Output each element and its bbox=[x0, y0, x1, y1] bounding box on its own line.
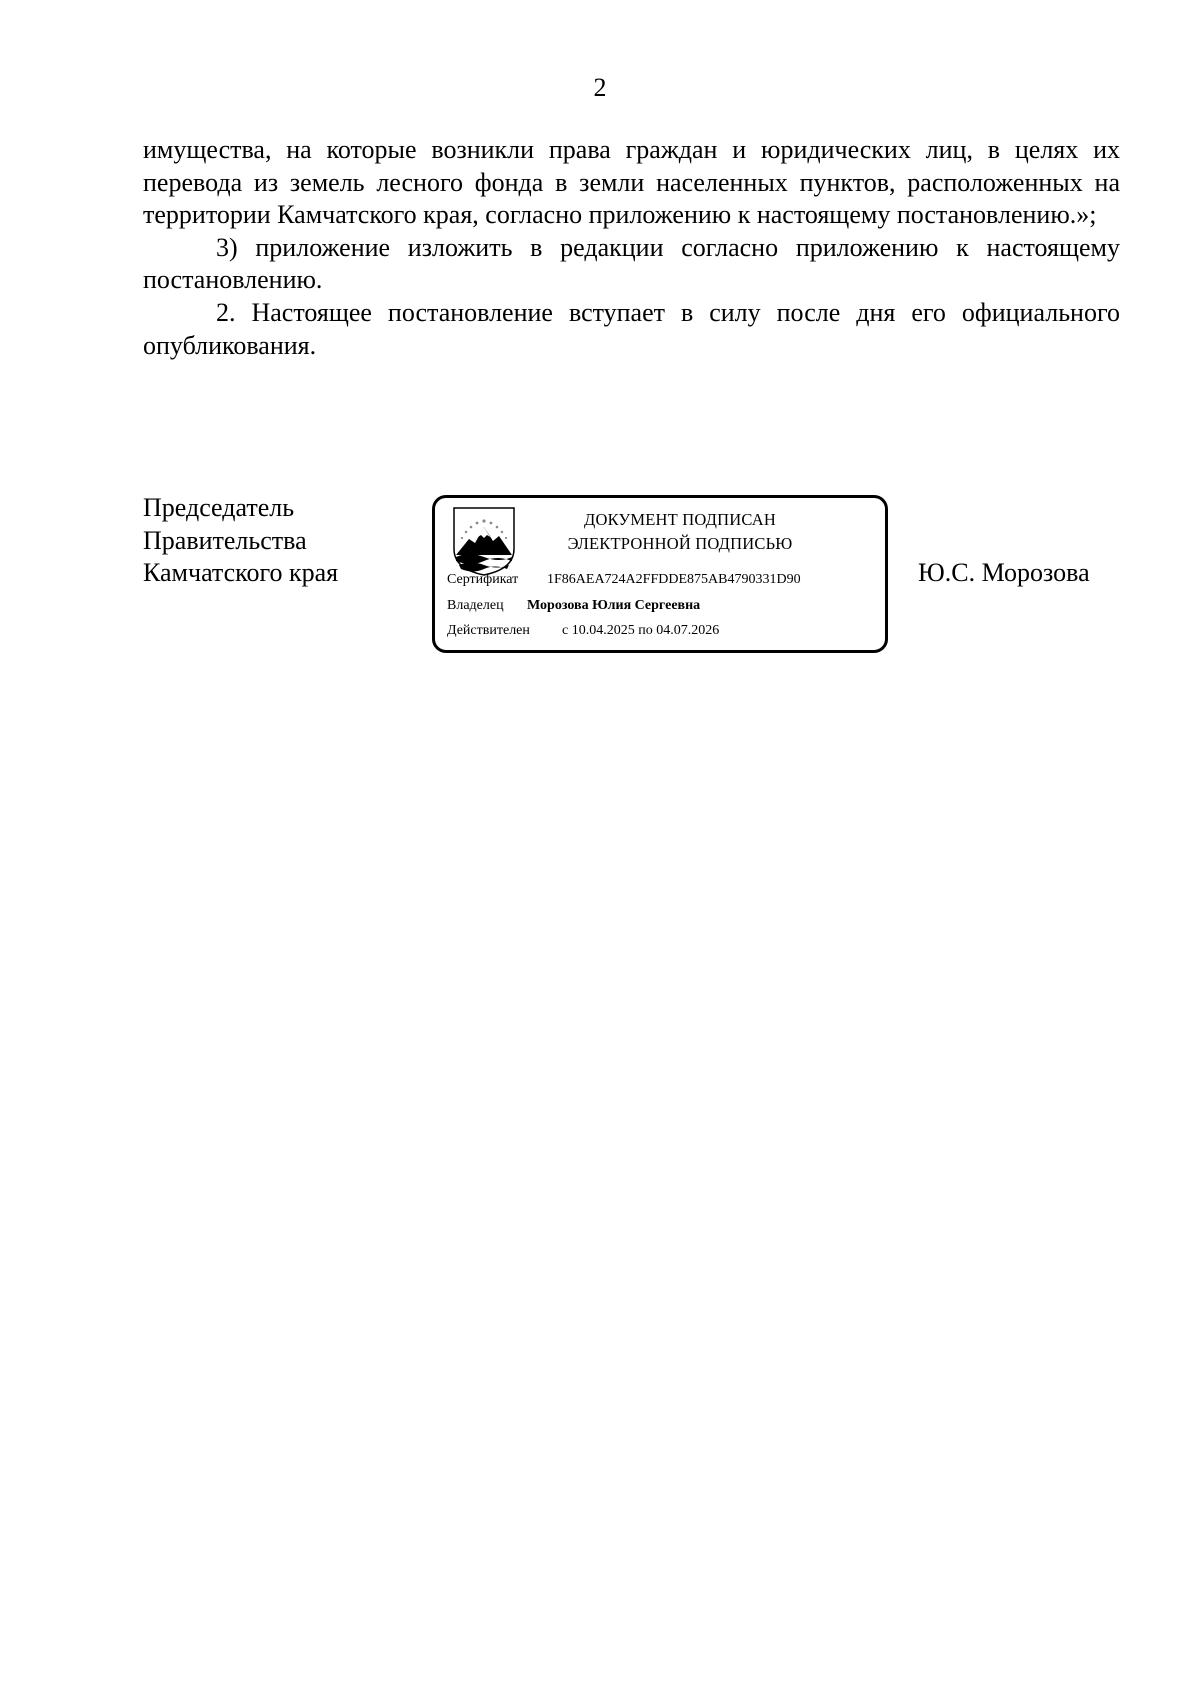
signer-title-line: Камчатского края bbox=[143, 558, 339, 588]
page-number: 2 bbox=[593, 73, 607, 102]
owner-value: Морозова Юлия Сергеевна bbox=[527, 598, 701, 613]
validity-row bbox=[447, 622, 720, 640]
signer-title-line: Правительства bbox=[143, 525, 307, 555]
validity-value: с 10.04.2025 по 04.07.2026 bbox=[562, 623, 720, 638]
stamp-heading bbox=[530, 508, 830, 556]
electronic-signature-stamp bbox=[432, 495, 888, 653]
certificate-row bbox=[447, 571, 801, 589]
signer-title bbox=[143, 492, 338, 590]
signer-title-line: Председатель bbox=[143, 493, 295, 522]
stamp-heading-line: ДОКУМЕНТ ПОДПИСАН bbox=[584, 510, 776, 529]
paragraph-continuation: имущества, на которые возникли права граждан и юридических лиц, в целях их перевода из земель лесного фонда в земли населенных пунктов, расположенных на территории Камчатского края, согласно приложению к настоящему постановлению.»; bbox=[143, 135, 1120, 230]
certificate-value: 1F86AEA724A2FFDDE875AB4790331D90 bbox=[547, 572, 801, 587]
owner-row bbox=[447, 597, 701, 615]
kamchatka-coat-of-arms-icon bbox=[451, 505, 517, 577]
certificate-label: Сертификат bbox=[447, 572, 519, 587]
document-body bbox=[143, 134, 1120, 362]
stamp-heading-line: ЭЛЕКТРОННОЙ ПОДПИСЬЮ bbox=[567, 534, 793, 553]
signer-name: Ю.С. Морозова bbox=[918, 558, 1090, 587]
owner-label: Владелец bbox=[447, 598, 504, 613]
validity-label: Действителен bbox=[447, 623, 530, 638]
paragraph-item-2: 2. Настоящее постановление вступает в силу после дня его официального опубликования. bbox=[143, 297, 1120, 360]
paragraph-item-3: 3) приложение изложить в редакции согласно приложению к настоящему постановлению. bbox=[143, 232, 1120, 295]
